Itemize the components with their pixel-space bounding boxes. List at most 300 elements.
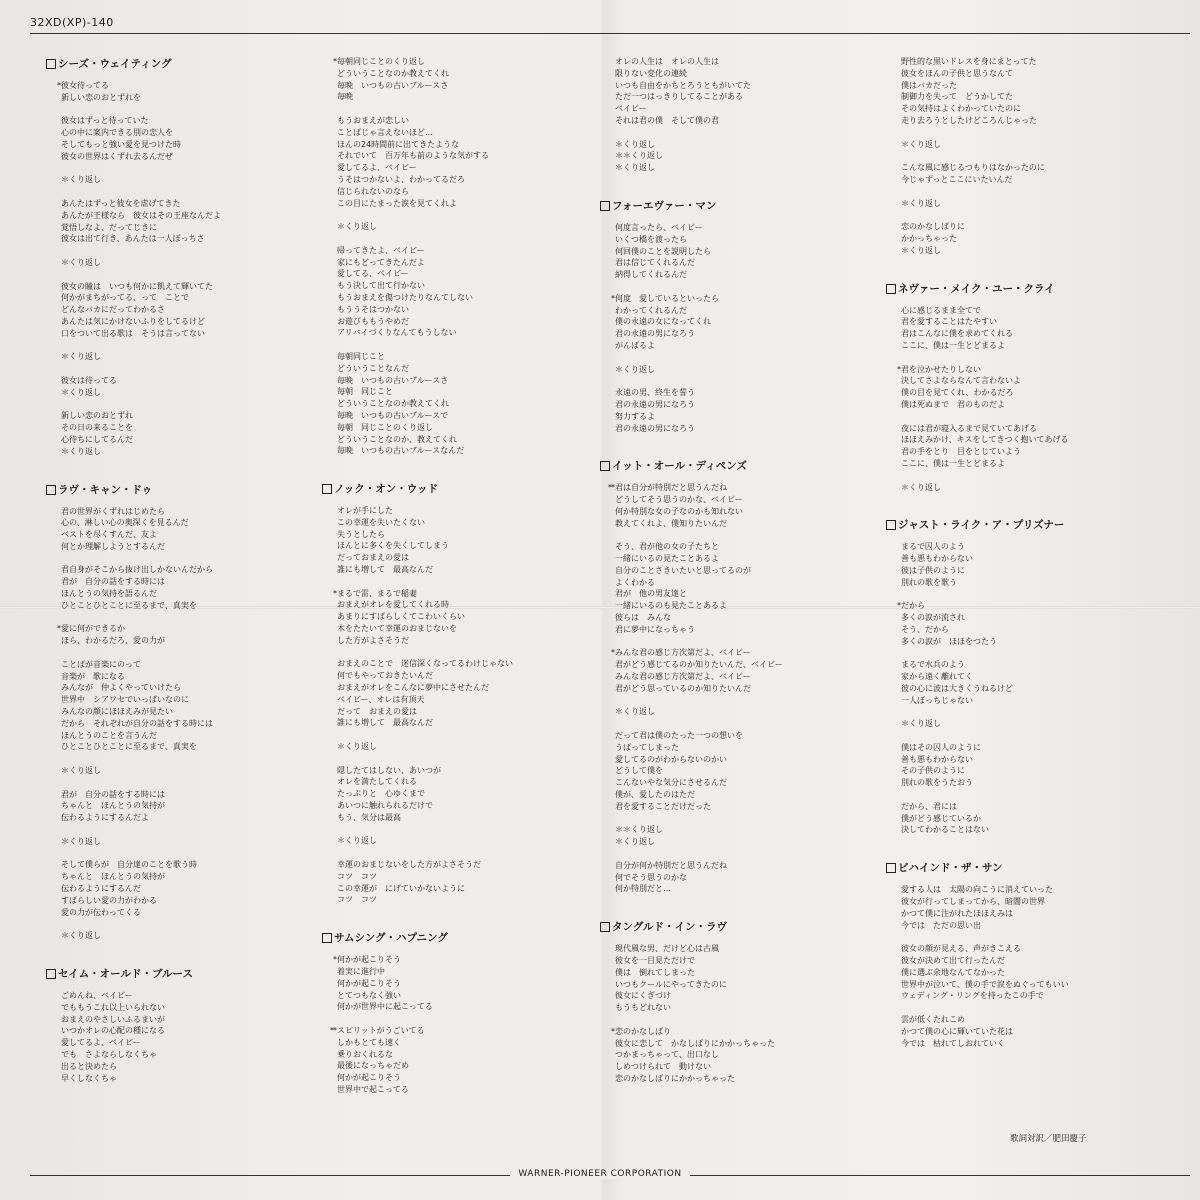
lyric-line [320, 552, 580, 564]
lyric-line [884, 328, 1144, 340]
lyric-line [884, 920, 1144, 932]
stanza-break [44, 553, 304, 565]
lyric-line [598, 860, 858, 872]
lyric-line [44, 990, 304, 1002]
song-title [886, 517, 1144, 533]
lyric-line [320, 1049, 580, 1061]
lyric-line [320, 599, 580, 611]
lyric-line [598, 577, 858, 589]
lyric-line [44, 151, 304, 163]
lyric-text: その日の来ることを [61, 423, 133, 433]
lyric-line [884, 1014, 1144, 1026]
lyric-line [320, 1001, 580, 1013]
lyric-text: 別れの歌を歌う [901, 577, 957, 587]
lyric-line [320, 139, 580, 151]
lyric-text: だって おまえの愛は [337, 706, 417, 716]
lyric-text: ＊くり返し [901, 198, 941, 208]
lyric-line [44, 410, 304, 422]
lyric-line [598, 1061, 858, 1073]
lyric-line [320, 386, 580, 398]
stanza-break [320, 233, 580, 245]
lyric-line [320, 788, 580, 800]
lyric-line [884, 624, 1144, 636]
lyric-line [598, 162, 858, 174]
lyric-text: ベイビー、オレは有頂天 [337, 694, 425, 704]
lyric-line [884, 364, 1144, 376]
lyric-line [44, 257, 304, 269]
lyric-text: 雲が低くたれこめ [901, 1014, 965, 1024]
lyric-line [884, 967, 1144, 979]
stanza-break [598, 718, 858, 730]
stanza-break [598, 1014, 858, 1026]
song-title [46, 56, 304, 72]
lyric-line [598, 600, 858, 612]
lyric-line [44, 316, 304, 328]
lyric-text: 彼女はずっと待っていた [61, 116, 149, 126]
lyric-text: 君が 他の男友達と [615, 589, 687, 599]
song-title-text: ラヴ・キャン・ドゥ [58, 483, 153, 496]
lyric-text: 愛してる、ベイビー [337, 269, 409, 279]
lyric-text: 君が 自分の話をする時には [61, 577, 165, 587]
lyric-text: 何かが世界中に起こってる [337, 1002, 433, 1012]
lyric-line [320, 717, 580, 729]
stanza-break [884, 127, 1144, 139]
lyric-text: かつて僕に注がれたほほえみは [901, 908, 1013, 918]
lyric-line [320, 316, 580, 328]
lyric-line [884, 943, 1144, 955]
lyric-text: たっぷりと 心ゆくまで [337, 789, 425, 799]
refrain-marker: ** [330, 1025, 336, 1035]
lyric-line [884, 446, 1144, 458]
lyric-line [598, 1049, 858, 1061]
lyric-text: ただ一つはっきりしてることがある [615, 92, 743, 102]
lyric-text: 何度 愛しているといったら [615, 293, 719, 303]
lyric-line [884, 659, 1144, 671]
lyric-line [598, 967, 858, 979]
lyric-line [320, 682, 580, 694]
stanza-break [44, 918, 304, 930]
lyric-text: だって君は僕のたった一つの想いを [615, 731, 743, 741]
lyric-line [884, 765, 1144, 777]
lyric-text: 幸運のおまじないをした方がよさそうだ [337, 860, 481, 869]
lyric-line [44, 635, 304, 647]
song-title-text: ネヴァー・メイク・ユー・クライ [898, 282, 1055, 295]
lyric-text: 失うとしたら [337, 529, 385, 539]
lyric-line [320, 1084, 580, 1096]
lyric-text: 着実に進行中 [337, 966, 385, 976]
lyric-text: 君の永遠の男になろう [615, 423, 695, 433]
lyrics-column-2 [320, 56, 580, 1098]
lyric-line [320, 765, 580, 777]
lyric-text: ほんの24時間前に出てきたような [337, 139, 460, 149]
stanza-break [598, 375, 858, 387]
lyric-line [320, 990, 580, 1002]
lyric-text: 何とか理解しようとするんだ [61, 541, 165, 551]
song-block [884, 56, 1144, 257]
lyric-text: ＊＊くり返し [615, 825, 663, 835]
song-block [598, 176, 858, 434]
lyric-text: 彼女の顔が見える、声がきこえる [901, 944, 1021, 954]
lyric-text: 彼女が決めて出て行ったんだ [901, 956, 1005, 965]
lyric-line [598, 624, 858, 636]
corporation-name: WARNER-PIONEER CORPORATION [510, 1169, 689, 1179]
song-block [884, 259, 1144, 494]
lyric-text: 毎晩 いつもの古いブルースで [337, 410, 449, 420]
song-title-text: セイム・オールド・ブルース [58, 967, 194, 980]
lyric-text: 帰ってきたよ、ベイビー [337, 245, 425, 255]
lyric-line [320, 588, 580, 600]
lyric-line [320, 422, 580, 434]
title-box-icon [46, 59, 56, 69]
lyric-line [44, 446, 304, 458]
lyric-line [44, 659, 304, 671]
lyric-text: いつも自由をかちとろうともがいてた [615, 80, 751, 90]
lyric-text: ＊くり返し [61, 352, 101, 362]
lyric-text: アリバイづくりなんてもうしない [337, 328, 457, 338]
lyric-line [598, 1026, 858, 1038]
song-block [44, 944, 304, 1084]
lyric-text: 毎朝同じことのくり返し [337, 57, 425, 66]
lyric-text: 教えてくれよ、僕知りたいんだ [615, 518, 727, 528]
lyric-text: もううそはつかない [337, 304, 409, 314]
lyric-line [598, 801, 858, 813]
top-rule [30, 33, 1190, 34]
lyric-line [598, 979, 858, 991]
title-box-icon [600, 461, 610, 471]
lyric-text: ＊＊くり返し [615, 151, 663, 161]
lyric-line [598, 824, 858, 836]
lyric-line [44, 292, 304, 304]
stanza-break [44, 848, 304, 860]
lyric-line [598, 518, 858, 530]
lyrics-column-1 [44, 56, 304, 1086]
title-box-icon [600, 201, 610, 211]
stanza-break [884, 789, 1144, 801]
stanza-break [884, 1002, 1144, 1014]
stanza-break [44, 163, 304, 175]
lyric-text: その子供のように [901, 766, 965, 776]
lyric-line [884, 979, 1144, 991]
lyric-text: 何かが起こりそう [337, 978, 401, 988]
lyric-text: 永遠の男、終生を誓う [615, 388, 695, 398]
lyric-line [598, 269, 858, 281]
lyric-line [44, 115, 304, 127]
stanza-break [44, 753, 304, 765]
lyric-line [320, 954, 580, 966]
lyric-line [44, 1014, 304, 1026]
lyric-text: 愛に何ができるか [61, 624, 125, 634]
stanza-break [320, 824, 580, 836]
stanza-break [884, 470, 1144, 482]
lyric-text: みんな君の感じ方次第だよ、ベイビー [615, 648, 751, 658]
lyric-line [884, 553, 1144, 565]
lyric-line [598, 56, 858, 68]
song-title [886, 860, 1144, 876]
song-spacer [598, 897, 858, 919]
lyric-text: 愛してるよ、ベイビー [61, 1038, 141, 1048]
lyric-line [884, 801, 1144, 813]
lyric-line [320, 670, 580, 682]
lyric-text: 何でもやっておきたいんだ [337, 671, 433, 681]
song-title-text: フォーエヴァー・マン [612, 199, 717, 212]
lyric-text: 今では ただの思い出 [901, 920, 981, 930]
stanza-break [884, 209, 1144, 221]
lyric-text: 隠したてはしない、あいつが [337, 765, 441, 775]
lyric-text: ＊くり返し [901, 245, 941, 255]
lyric-text: 何かがまちがってる、って ことで [61, 293, 189, 303]
lyric-text: 自分のことさきいたいと思ってるのが [615, 565, 751, 575]
refrain-marker: * [333, 588, 336, 598]
lyric-text: 愛の力が伝わってくる [61, 907, 141, 917]
lyric-text: 家にもどってきたんだよ [337, 257, 425, 267]
lyric-line [44, 174, 304, 186]
lyric-text: 出ると決めたら [61, 1061, 117, 1071]
lyric-text: 口をついて出る歌は そうは言ってない [61, 328, 205, 338]
title-box-icon [46, 969, 56, 979]
lyric-line [884, 1038, 1144, 1050]
lyric-text: 何かが起こりそう [337, 1073, 401, 1083]
lyric-text: 僕に選ぶ余地なんてなかった [901, 967, 1005, 977]
lyric-line [320, 68, 580, 80]
lyric-text: ＊くり返し [61, 387, 101, 397]
stanza-break [884, 706, 1144, 718]
lyric-line [884, 777, 1144, 789]
lyric-line [44, 375, 304, 387]
lyric-line [598, 883, 858, 895]
lyric-line [44, 682, 304, 694]
lyric-line [598, 872, 858, 884]
stanza-break [44, 363, 304, 375]
lyric-text: 君がどう感じてるのか知りたいんだ、ベイビー [615, 660, 783, 670]
lyric-text: いつかオレの心配の種になる [61, 1026, 165, 1036]
stanza-break [598, 530, 858, 542]
lyric-line [884, 68, 1144, 80]
lyric-text: もうもどれない [615, 1003, 671, 1013]
lyric-line [884, 718, 1144, 730]
lyric-line [884, 1026, 1144, 1038]
song-title [46, 482, 304, 498]
refrain-marker: * [611, 648, 614, 658]
lyric-line [320, 257, 580, 269]
lyric-text: 今では 枯れてしおれていく [901, 1038, 1005, 1048]
lyric-line [320, 978, 580, 990]
lyric-text: 何か特別な女の子なのかも知れない [615, 506, 743, 516]
lyric-line [44, 741, 304, 753]
refrain-marker: * [897, 601, 900, 611]
lyric-line [320, 91, 580, 103]
stanza-break [320, 339, 580, 351]
lyric-text: 自分が何か特別だと思うんだね [615, 860, 727, 870]
lyric-text: 君を愛することだけだった [615, 801, 711, 811]
lyric-line [598, 647, 858, 659]
title-box-icon [322, 933, 332, 943]
lyric-line [44, 883, 304, 895]
song-spacer [44, 460, 304, 482]
stanza-break [44, 399, 304, 411]
stanza-break [598, 127, 858, 139]
lyric-line [44, 422, 304, 434]
lyric-line [320, 245, 580, 257]
lyric-line [44, 789, 304, 801]
lyric-line [44, 1049, 304, 1061]
lyric-text: 誰にも増して 最高なんだ [337, 565, 433, 575]
lyric-text: 夜には君が寝入るまで見ていてあげる [901, 423, 1037, 433]
lyric-text: 信じられないのなら [337, 186, 409, 196]
refrain-marker: * [333, 57, 336, 66]
lyric-line [598, 777, 858, 789]
lyric-text: ほんとうのことを言うんだ [61, 730, 157, 740]
song-spacer [320, 908, 580, 930]
lyric-text: ＊くり返し [337, 742, 377, 752]
translation-credit: 歌詞対訳／肥田慶子 [1010, 1134, 1087, 1144]
lyric-line [320, 564, 580, 576]
lyric-text: それは君の僕 そして僕の君 [615, 115, 719, 125]
lyric-text: 善も悪もわからない [901, 754, 973, 764]
lyric-line [320, 115, 580, 127]
lyric-text: だから、君には [901, 801, 957, 811]
lyric-text: 覚悟しなよ、だってじきに [61, 222, 157, 232]
stanza-break [320, 576, 580, 588]
lyric-line [320, 741, 580, 753]
song-block [44, 460, 304, 942]
lyric-text: ＊くり返し [901, 139, 941, 149]
lyric-text: 毎朝 同じこと [337, 387, 393, 397]
lyric-text: まるで囚人のよう [901, 542, 965, 552]
lyric-line [884, 80, 1144, 92]
lyric-text: ほほえみかけ、キスをしてきつく抱いてあげる [901, 435, 1069, 445]
title-box-icon [886, 284, 896, 294]
lyric-text: 毎晩 いつもの古いブルースさ [337, 80, 449, 90]
lyrics-body [30, 38, 1164, 1175]
lyric-line [884, 423, 1144, 435]
lyric-line [598, 506, 858, 518]
lyric-line [884, 139, 1144, 151]
lyric-line [884, 884, 1144, 896]
lyric-line [44, 304, 304, 316]
lyric-line [44, 1002, 304, 1014]
lyric-line [884, 612, 1144, 624]
lyric-line [884, 824, 1144, 836]
lyric-line [44, 765, 304, 777]
lyric-line [320, 871, 580, 883]
lyric-text: 早くしなくちゃ [61, 1073, 117, 1083]
lyric-text: 君に夢中になっちゃう [615, 624, 695, 634]
lyric-line [598, 305, 858, 317]
lyric-line [320, 80, 580, 92]
lyric-text: 愛する人は 太陽の向こうに消えていった [901, 885, 1053, 895]
lyric-line [884, 671, 1144, 683]
lyric-text: 毎晩 [337, 92, 353, 102]
lyric-text: 一人ぼっちじゃない [901, 695, 973, 705]
lyric-line [320, 363, 580, 375]
stanza-break [884, 931, 1144, 943]
lyric-text: 決してわかることはない [901, 825, 989, 835]
lyric-line [44, 139, 304, 151]
lyric-text: 僕はバカだった [901, 80, 957, 90]
lyric-text: 僕の永遠の女になってくれ [615, 317, 711, 327]
lyric-line [598, 789, 858, 801]
lyric-line [320, 623, 580, 635]
lyric-text: その気持はよくわかっていたのに [901, 104, 1021, 114]
stanza-break [884, 647, 1144, 659]
stanza-break [884, 186, 1144, 198]
lyric-line [44, 871, 304, 883]
stanza-break [320, 847, 580, 859]
lyric-line [44, 1037, 304, 1049]
lyric-text: まるで雷、まるで稲妻 [337, 588, 417, 598]
lyric-text: ＊くり返し [61, 446, 101, 456]
lyric-line [884, 56, 1144, 68]
lyric-line [44, 506, 304, 518]
lyric-text: ＊くり返し [61, 766, 101, 776]
lyric-text: 君がどう思っているのか知りたいんだ [615, 683, 751, 693]
lyric-text: おまえのやさしいふるまいが [61, 1014, 165, 1024]
lyric-text: 何度言ったら、ベイビー [615, 222, 703, 232]
stanza-break [884, 411, 1144, 423]
lyric-text: よくわかる [615, 577, 655, 587]
lyric-line [320, 812, 580, 824]
lyrics-column-3 [598, 56, 858, 1087]
lyric-line [598, 103, 858, 115]
lyric-text: 彼らは みんな [615, 613, 671, 623]
lyric-line [44, 930, 304, 942]
lyric-line [598, 754, 858, 766]
stanza-break [598, 813, 858, 825]
lyric-text: いつもクールにやってきたのに [615, 979, 727, 989]
lyric-text: ＊くり返し [901, 719, 941, 729]
stanza-break [598, 848, 858, 860]
lyric-text: そしてもっと強い愛を見つけた時 [61, 139, 181, 149]
lyric-line [44, 281, 304, 293]
lyric-line [598, 293, 858, 305]
lyric-text: 善も悪もわからない [901, 554, 973, 564]
lyric-text: どういうことなのか、教えてくれ [337, 434, 457, 444]
lyric-text: ここに、僕は一生とどまるよ [901, 458, 1005, 468]
lyric-line [44, 80, 304, 92]
lyric-text: もう決して出て行かない [337, 281, 425, 291]
song-spacer [884, 259, 1144, 281]
lyric-line [320, 268, 580, 280]
lyric-line [598, 411, 858, 423]
lyric-line [320, 410, 580, 422]
lyric-text: 何回僕のことを説明したら [615, 246, 711, 256]
lyric-line [320, 150, 580, 162]
lyric-text: だっておまえの愛は [337, 553, 409, 563]
lyric-text: ＊くり返し [615, 707, 655, 717]
lyric-text: 彼女を一目見ただけで [615, 956, 695, 965]
lyric-line [320, 776, 580, 788]
lyric-line [884, 683, 1144, 695]
lyric-text: かつて僕の心に輝いていた花は [901, 1026, 1013, 1036]
lyric-line [44, 895, 304, 907]
lyric-line [598, 588, 858, 600]
lyric-text: この幸運を失いたくない [337, 517, 425, 527]
song-title [46, 966, 304, 982]
lyric-line [320, 1037, 580, 1049]
lyric-line [884, 162, 1144, 174]
lyric-line [598, 328, 858, 340]
lyric-line [320, 859, 580, 871]
lyric-text: がんばるよ [615, 340, 655, 350]
lyric-text: 君を泣かせたりしない [901, 364, 981, 374]
stanza-break [884, 588, 1144, 600]
lyric-text: 心待ちにしてるんだ [61, 434, 133, 444]
lyric-text: 君は自分が特別だと思うんだね [615, 483, 727, 493]
lyric-text: まるで水兵のよう [901, 660, 965, 670]
lyric-text: 伝わるようにするんだよ [61, 813, 149, 823]
lyric-line [884, 387, 1144, 399]
song-spacer [598, 176, 858, 198]
